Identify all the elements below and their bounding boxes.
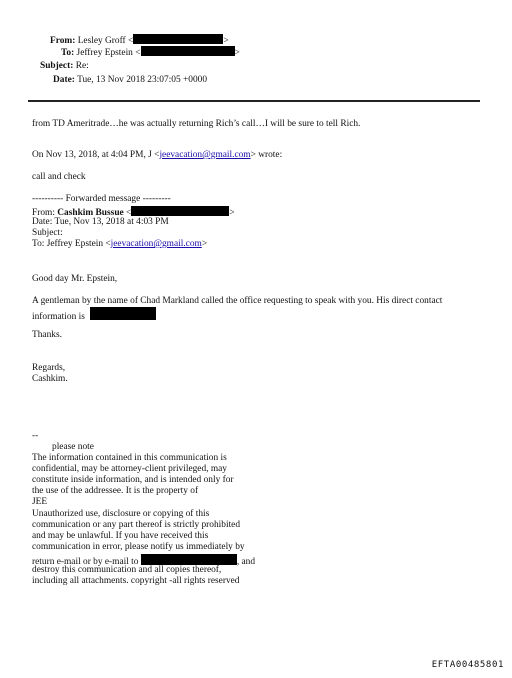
regards: Regards, — [32, 363, 66, 373]
date-value: Tue, 13 Nov 2018 23:07:05 +0000 — [77, 75, 208, 85]
call-and-check: call and check — [32, 172, 86, 182]
message-line-1: A gentleman by the name of Chad Markland called the office requesting to speak with you. His direct contact — [32, 296, 443, 306]
header-to-row — [61, 46, 240, 59]
disclaimer-line: Unauthorized use, disclosure or copying of this — [32, 509, 210, 519]
message-line-2-text: information is — [32, 312, 85, 322]
disclaimer-line: The information contained in this communication is — [32, 453, 227, 463]
thanks: Thanks. — [32, 330, 62, 340]
disclaimer-line: destroy this communication and all copies thereof, — [32, 565, 222, 575]
please-note: please note — [52, 442, 94, 452]
from-value: Lesley Groff < — [77, 36, 134, 46]
disclaimer-line: constitute inside information, and is intended only for — [32, 475, 234, 485]
subject-label: Subject: — [40, 61, 74, 71]
redaction-bar — [141, 554, 237, 565]
disclaimer-line: communication or any part thereof is strictly prohibited — [32, 520, 241, 530]
disclaimer-line: JEE — [32, 497, 48, 507]
fwd-to-prefix: To: Jeffrey Epstein < — [32, 239, 111, 249]
angle-close: > — [223, 36, 229, 46]
from-label: From: — [50, 36, 76, 46]
subject-value: Re: — [75, 61, 89, 71]
disclaimer-line: and may be unlawful. If you have received this — [32, 531, 209, 541]
signature: Cashkim. — [32, 374, 68, 384]
redaction-bar — [141, 46, 235, 56]
fwd-subject: Subject: — [32, 228, 63, 238]
quote-line — [32, 150, 282, 161]
fwd-to-email-link[interactable]: jeevacation@gmail.com — [110, 239, 202, 249]
quote-prefix: On Nov 13, 2018, at 4:04 PM, J < — [32, 150, 160, 160]
fwd-date: Date: Tue, Nov 13, 2018 at 4:03 PM — [32, 217, 169, 227]
fwd-to-row — [32, 239, 207, 250]
fwd-from-name: Cashkim Bussue — [57, 208, 124, 218]
header-date-row — [53, 75, 207, 86]
angle-close: > — [234, 48, 240, 58]
redaction-bar — [133, 34, 223, 44]
quote-suffix: > wrote: — [250, 150, 283, 160]
document-id: EFTA00485801 — [431, 660, 504, 670]
disclaimer-line: including all attachments. copyright -all rights reserved — [32, 576, 240, 586]
message-line-2 — [32, 307, 156, 323]
redaction-bar — [131, 206, 229, 216]
header-divider — [28, 100, 480, 102]
disclaimer-line: communication in error, please notify us immediately by — [32, 542, 245, 552]
return-line-b: , and — [236, 557, 256, 567]
signature-dashes: -- — [32, 431, 39, 441]
disclaimer-line: confidential, may be attorney-client privileged, may — [32, 464, 227, 474]
reply-line: from TD Ameritrade…he was actually returning Rich’s call…I will be sure to tell Rich. — [32, 119, 361, 129]
forwarded-header: ---------- Forwarded message --------- — [32, 194, 171, 204]
fwd-to-suffix: > — [201, 239, 208, 249]
header-subject-row — [40, 61, 89, 72]
date-label: Date: — [53, 75, 75, 85]
greeting: Good day Mr. Epstein, — [32, 274, 118, 284]
redaction-bar — [90, 307, 156, 320]
disclaimer-line: the use of the addressee. It is the property of — [32, 486, 199, 496]
return-line-a: return e-mail or by e-mail to — [32, 557, 139, 567]
quote-email-link[interactable]: jeevacation@gmail.com — [159, 150, 251, 160]
fwd-from-close: > — [229, 208, 235, 218]
to-label: To: — [61, 48, 75, 58]
to-value: Jeffrey Epstein < — [76, 48, 141, 58]
fwd-from-label: From: — [32, 208, 58, 218]
fwd-from-open: < — [123, 208, 132, 218]
